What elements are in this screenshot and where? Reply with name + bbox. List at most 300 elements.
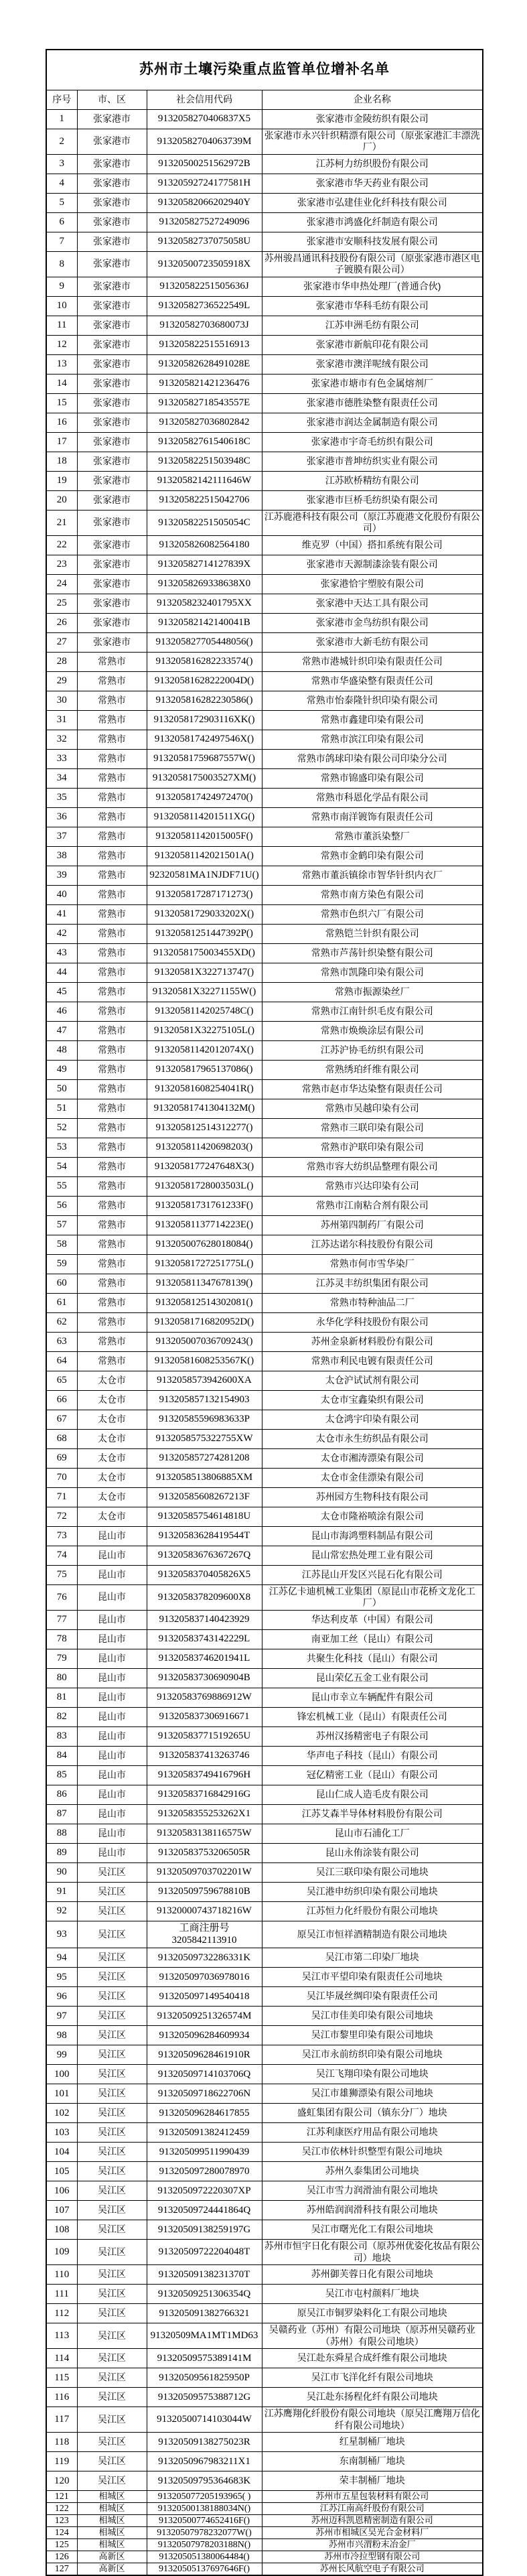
table-row <box>46 1332 483 1351</box>
table-row <box>46 2407 483 2433</box>
row-number-cell: 1 <box>46 109 77 129</box>
credit-code-cell: 9132058269338638X0 <box>147 574 262 594</box>
credit-code-cell: 91320509251326574M <box>147 2007 262 2026</box>
district-cell: 昆山市 <box>77 1843 147 1862</box>
district-cell: 常熟市 <box>77 904 147 924</box>
table-row <box>46 2304 483 2323</box>
district-cell: 张家港市 <box>77 374 147 393</box>
district-cell: 张家港市 <box>77 555 147 574</box>
row-number-cell: 79 <box>46 1649 77 1668</box>
row-number-cell: 7 <box>46 232 77 251</box>
district-cell: 常熟市 <box>77 710 147 730</box>
company-name-cell: 江苏恒力化纤股份有限公司地块 <box>262 1901 483 1921</box>
company-name-cell: 苏州御芙蓉日化有限公司地块 <box>262 2265 483 2285</box>
credit-code-cell: 91320509138259197G <box>147 2220 262 2240</box>
table-row <box>46 1746 483 1765</box>
credit-code-cell: 91320581759687557W() <box>147 749 262 768</box>
company-name-cell: 常熟市容大纺织品整理有限公司 <box>262 1157 483 1176</box>
company-name-cell: 江苏昆山开发区兴昆石化有限公司 <box>262 1565 483 1584</box>
district-cell: 太仓市 <box>77 1487 147 1507</box>
credit-code-cell: 91320581137714223E() <box>147 1215 262 1235</box>
credit-code-cell: 91320583771519265U <box>147 1726 262 1746</box>
table-row <box>46 943 483 963</box>
district-cell: 吴江区 <box>77 2123 147 2143</box>
district-cell: 常熟市 <box>77 885 147 904</box>
table-row <box>46 1002 483 1021</box>
title-row <box>46 50 483 90</box>
company-name-cell: 常熟市利民电镀有限责任公司 <box>262 1351 483 1371</box>
company-name-cell: 吴江飞翔印染有限公司地块 <box>262 2065 483 2084</box>
row-number-cell: 41 <box>46 904 77 924</box>
credit-code-cell: 91320500251562972B <box>147 154 262 174</box>
row-number-cell: 43 <box>46 943 77 963</box>
credit-code-cell: 9132050972220307XP <box>147 2181 262 2201</box>
district-cell: 常熟市 <box>77 1099 147 1118</box>
row-number-cell: 63 <box>46 1332 77 1351</box>
credit-code-cell: 91320509795364683K <box>147 2471 262 2491</box>
company-name-cell: 苏州骏昌通讯科技股份有限公司（原张家港市港区电子镀膜有限公司） <box>262 251 483 277</box>
row-number-cell: 82 <box>46 1707 77 1726</box>
row-number-cell: 12 <box>46 335 77 354</box>
company-name-cell: 昆山市石浦化工厂 <box>262 1824 483 1843</box>
table-row <box>46 2240 483 2265</box>
credit-code-cell: 91320581727251775L() <box>147 1254 262 1274</box>
credit-code-cell: 91320581729033202X() <box>147 904 262 924</box>
credit-code-cell: 91320500774652416F() <box>147 2515 262 2527</box>
row-number-cell: 49 <box>46 1060 77 1079</box>
company-name-cell: 张家港市润达金属制造有限公司 <box>262 413 483 432</box>
company-name-cell: 太仓市永生纺织品有限公司 <box>262 1429 483 1448</box>
table-row <box>46 1176 483 1196</box>
row-number-cell: 98 <box>46 2026 77 2045</box>
credit-code-cell: 91320581728003503L() <box>147 1176 262 1196</box>
table-row <box>46 1274 483 1293</box>
district-cell: 张家港市 <box>77 232 147 251</box>
district-cell: 吴江区 <box>77 2323 147 2349</box>
row-number-cell: 65 <box>46 1371 77 1390</box>
credit-code-cell: 91320592724177581H <box>147 174 262 193</box>
row-number-cell: 124 <box>46 2527 77 2539</box>
table-row <box>46 2527 483 2539</box>
district-cell: 张家港市 <box>77 296 147 316</box>
district-cell: 吴江区 <box>77 2084 147 2104</box>
company-name-cell: 常熟市鑫建印染有限公司 <box>262 710 483 730</box>
credit-code-cell: 91320582066202940Y <box>147 193 262 212</box>
district-cell: 高新区 <box>77 2551 147 2563</box>
district-cell: 吴江区 <box>77 2452 147 2471</box>
credit-code-cell: 91320509759678810B <box>147 1882 262 1901</box>
company-name-cell: 维克罗（中国）搭扣系统有限公司 <box>262 535 483 555</box>
district-cell: 吴江区 <box>77 1882 147 1901</box>
company-name-cell: 常熟市吴越印染有公司 <box>262 1099 483 1118</box>
header-credit-code: 社会信用代码 <box>147 90 262 109</box>
table-row <box>46 2503 483 2515</box>
table-row <box>46 1948 483 1968</box>
header-row-number: 序号 <box>46 90 77 109</box>
district-cell: 太仓市 <box>77 1468 147 1487</box>
table-row <box>46 1726 483 1746</box>
row-number-cell: 48 <box>46 1040 77 1060</box>
company-name-cell: 常熟市何市雪华染厂 <box>262 1254 483 1274</box>
table-row <box>46 730 483 749</box>
row-number-cell: 92 <box>46 1901 77 1921</box>
district-cell: 昆山市 <box>77 1824 147 1843</box>
company-name-cell: 江苏达诺尔科技股份有限公司 <box>262 1235 483 1254</box>
credit-code-cell: 913205096284609934 <box>147 2026 262 2045</box>
district-cell: 昆山市 <box>77 1746 147 1765</box>
company-name-cell: 江苏申洲毛纺有限公司 <box>262 316 483 335</box>
table-row <box>46 2007 483 2026</box>
row-number-cell: 31 <box>46 710 77 730</box>
credit-code-cell: 91320581628222004D() <box>147 671 262 691</box>
credit-code-cell: 9132058370405826X5 <box>147 1565 262 1584</box>
row-number-cell: 69 <box>46 1448 77 1468</box>
credit-code-cell: 9132058175003527XM() <box>147 768 262 788</box>
row-number-cell: 8 <box>46 251 77 277</box>
row-number-cell: 89 <box>46 1843 77 1862</box>
row-number-cell: 22 <box>46 535 77 555</box>
row-number-cell: 87 <box>46 1804 77 1824</box>
company-name-cell: 张家港市华科毛纺有限公司 <box>262 296 483 316</box>
row-number-cell: 74 <box>46 1546 77 1565</box>
district-cell: 昆山市 <box>77 1726 147 1746</box>
district-cell: 张家港市 <box>77 490 147 510</box>
table-row <box>46 1843 483 1862</box>
table-row <box>46 846 483 866</box>
table-row <box>46 2181 483 2201</box>
row-number-cell: 93 <box>46 1921 77 1948</box>
credit-code-cell: 913205837306916671 <box>147 1707 262 1726</box>
district-cell: 吴江区 <box>77 2220 147 2240</box>
credit-code-cell: 91320507978203188N() <box>147 2539 262 2551</box>
credit-code-cell: 9132058114201511XG() <box>147 807 262 827</box>
row-number-cell: 123 <box>46 2515 77 2527</box>
district-cell: 常熟市 <box>77 1040 147 1060</box>
company-name-cell: 原吴江市恒祥酒精制造有限公司地块 <box>262 1921 483 1948</box>
table-row <box>46 2265 483 2285</box>
district-cell: 昆山市 <box>77 1707 147 1726</box>
district-cell: 吴江区 <box>77 2265 147 2285</box>
district-cell: 常熟市 <box>77 1021 147 1040</box>
row-number-cell: 35 <box>46 788 77 807</box>
company-name-cell: 江苏江南高纤股份有限公司 <box>262 2503 483 2515</box>
company-name-cell: 常熟市金鹤印染有限公司 <box>262 846 483 866</box>
credit-code-cell: 913205811420698203() <box>147 1138 262 1157</box>
credit-code-cell: 913205816282230586() <box>147 691 262 710</box>
company-name-cell: 常熟市三联印染有限公司 <box>262 1118 483 1138</box>
district-cell: 吴江区 <box>77 2349 147 2368</box>
table-row <box>46 354 483 374</box>
row-number-cell: 59 <box>46 1254 77 1274</box>
company-name-cell: 张家港市华申热处理厂(普通合伙) <box>262 277 483 296</box>
district-cell: 太仓市 <box>77 1507 147 1526</box>
credit-code-cell: 913205837140423929 <box>147 1610 262 1629</box>
credit-code-cell: 9132058175003455XD() <box>147 943 262 963</box>
company-name-cell: 吴江市第二印染厂地块 <box>262 1948 483 1968</box>
table-row <box>46 1688 483 1707</box>
table-row <box>46 1118 483 1138</box>
company-name-cell: 吴江市佳美印染有限公司地块 <box>262 2007 483 2026</box>
table-row <box>46 2201 483 2220</box>
row-number-cell: 110 <box>46 2265 77 2285</box>
company-name-cell: 昆山市幸立车辆配件有限公司 <box>262 1688 483 1707</box>
table-row <box>46 2388 483 2407</box>
credit-code-cell: 9132058355253262X1 <box>147 1804 262 1824</box>
table-row <box>46 1649 483 1668</box>
company-name-cell: 张家港市塘市有色金属熔剂厂 <box>262 374 483 393</box>
table-row <box>46 1546 483 1565</box>
table-row <box>46 1487 483 1507</box>
row-number-cell: 120 <box>46 2471 77 2491</box>
credit-code-cell: 91320581741304132M() <box>147 1099 262 1118</box>
table-row <box>46 1804 483 1824</box>
credit-code-cell: 91320500723505918X <box>147 251 262 277</box>
company-name-cell: 太仓沪试试剂有限公司 <box>262 1371 483 1390</box>
credit-code-cell: 9132058270406837X5 <box>147 109 262 129</box>
table-row <box>46 193 483 212</box>
district-cell: 常熟市 <box>77 1274 147 1293</box>
table-row <box>46 710 483 730</box>
row-number-cell: 68 <box>46 1429 77 1448</box>
row-number-cell: 3 <box>46 154 77 174</box>
district-cell: 常熟市 <box>77 846 147 866</box>
district-cell: 吴江区 <box>77 2304 147 2323</box>
company-name-cell: 常熟市怡泰隆针织印染有限公司 <box>262 691 483 710</box>
row-number-cell: 84 <box>46 1746 77 1765</box>
table-row <box>46 2104 483 2123</box>
credit-code-cell: 913205091382766321 <box>147 2304 262 2323</box>
company-name-cell: 华声电子科技（昆山）有限公司 <box>262 1746 483 1765</box>
row-number-cell: 55 <box>46 1176 77 1196</box>
table-body <box>46 109 483 2575</box>
district-cell: 吴江区 <box>77 2065 147 2084</box>
row-number-cell: 76 <box>46 1584 77 1610</box>
table-row <box>46 866 483 885</box>
credit-code-cell: 913205007036709243() <box>147 1332 262 1351</box>
company-name-cell: 吴江市曙光化工有限公司地块 <box>262 2220 483 2240</box>
table-row <box>46 1610 483 1629</box>
credit-code-cell: 913205097280078970 <box>147 2162 262 2181</box>
company-name-cell: 江苏艾森半导体材料股份有限公司 <box>262 1804 483 1824</box>
row-number-cell: 112 <box>46 2304 77 2323</box>
table-row <box>46 2433 483 2452</box>
credit-code-cell: 9132058513806885XM <box>147 1468 262 1487</box>
row-number-cell: 94 <box>46 1948 77 1968</box>
row-number-cell: 108 <box>46 2220 77 2240</box>
table-row <box>46 174 483 193</box>
table-row <box>46 1526 483 1546</box>
row-number-cell: 103 <box>46 2123 77 2143</box>
company-name-cell: 荣丰制桶厂地块 <box>262 2471 483 2491</box>
district-cell: 吴江区 <box>77 2104 147 2123</box>
table-row <box>46 413 483 432</box>
district-cell: 吴江区 <box>77 2407 147 2433</box>
row-number-cell: 122 <box>46 2503 77 2515</box>
row-number-cell: 86 <box>46 1785 77 1804</box>
row-number-cell: 56 <box>46 1196 77 1215</box>
credit-code-cell: 9132058575322755XW <box>147 1429 262 1448</box>
credit-code-cell: 9132058177247648X3() <box>147 1157 262 1176</box>
company-name-cell: 吴江赴东舜星合成纤维有限公司地块 <box>262 2349 483 2368</box>
company-name-cell: 常熟市赵市华达染整有限责任公司 <box>262 1079 483 1099</box>
credit-code-cell: 91320582761540618C <box>147 432 262 452</box>
district-cell: 昆山市 <box>77 1765 147 1785</box>
credit-code-cell: 91320582718543557E <box>147 393 262 413</box>
credit-code-cell: 91320583628419544T <box>147 1526 262 1546</box>
table-row <box>46 1968 483 1987</box>
table-row <box>46 374 483 393</box>
district-cell: 常熟市 <box>77 943 147 963</box>
district-cell: 昆山市 <box>77 1546 147 1565</box>
company-name-cell: 永华化学科技股份有限公司 <box>262 1312 483 1332</box>
district-cell: 吴江区 <box>77 1862 147 1882</box>
table-row <box>46 335 483 354</box>
credit-code-cell: 91320582628491028E <box>147 354 262 374</box>
company-name-cell: 吴江市永前纺织印染有限公司地块 <box>262 2045 483 2065</box>
row-number-cell: 25 <box>46 594 77 613</box>
credit-code-cell: 91320509575389141M <box>147 2349 262 2368</box>
table-row <box>46 1565 483 1584</box>
credit-code-cell: 9132058232401795XX <box>147 594 262 613</box>
credit-code-cell: 91320581608254041R() <box>147 1079 262 1099</box>
credit-code-cell: 913205091382412459 <box>147 2123 262 2143</box>
table-row <box>46 1099 483 1118</box>
credit-code-cell: 91320583769886912W <box>147 1688 262 1707</box>
company-name-cell: 江苏利康医疗用品有限公司地块 <box>262 2123 483 2143</box>
district-cell: 昆山市 <box>77 1610 147 1629</box>
company-name-cell: 常熟市科恩化学品有限公司 <box>262 788 483 807</box>
district-cell: 高新区 <box>77 2563 147 2575</box>
row-number-cell: 4 <box>46 174 77 193</box>
table-row <box>46 1157 483 1176</box>
district-cell: 吴江区 <box>77 2181 147 2201</box>
table-row <box>46 2471 483 2491</box>
district-cell: 吴江区 <box>77 2201 147 2220</box>
company-name-cell: 常熟市港城针织印染有限责任公司 <box>262 652 483 671</box>
credit-code-cell: 913205811347678139() <box>147 1274 262 1293</box>
row-number-cell: 71 <box>46 1487 77 1507</box>
district-cell: 张家港市 <box>77 413 147 432</box>
company-name-cell: 常熟市特种油品二厂 <box>262 1293 483 1312</box>
company-name-cell: 昆山荣亿五金工业有限公司 <box>262 1668 483 1688</box>
credit-code-cell: 91320582704063739M <box>147 129 262 154</box>
credit-code-cell: 91320583753206505R <box>147 1843 262 1862</box>
district-cell: 昆山市 <box>77 1785 147 1804</box>
district-cell: 常熟市 <box>77 982 147 1002</box>
company-name-cell: 太仓市湘涛漂染有限公司 <box>262 1448 483 1468</box>
credit-code-cell: 913205812514312277() <box>147 1118 262 1138</box>
row-number-cell: 106 <box>46 2181 77 2201</box>
district-cell: 常熟市 <box>77 749 147 768</box>
row-number-cell: 51 <box>46 1099 77 1118</box>
credit-code-cell: 91320582251505636J <box>147 277 262 296</box>
row-number-cell: 23 <box>46 555 77 574</box>
company-name-cell: 吴江市黎里印染有限公司地块 <box>262 2026 483 2045</box>
district-cell: 吴江区 <box>77 2388 147 2407</box>
credit-code-cell: 91320582736522549L <box>147 296 262 316</box>
row-number-cell: 100 <box>46 2065 77 2084</box>
company-name-cell: 张家港市金鸟纺织有限公司 <box>262 613 483 632</box>
header-district: 市、区 <box>77 90 147 109</box>
table-row <box>46 691 483 710</box>
company-name-cell: 江苏欧桥精纺有限公司 <box>262 471 483 490</box>
company-name-cell: 昆山市海鸿塑料制品有限公司 <box>262 1526 483 1546</box>
credit-code-cell: 913205827527249096 <box>147 212 262 232</box>
company-name-cell: 吴赣药业（苏州）有限公司地块（原苏州吴赣药业（苏州）有限公司地块） <box>262 2323 483 2349</box>
row-number-cell: 121 <box>46 2491 77 2503</box>
row-number-cell: 45 <box>46 982 77 1002</box>
row-number-cell: 118 <box>46 2433 77 2452</box>
table-row <box>46 2349 483 2368</box>
credit-code-cell: 913205077205193965( ) <box>147 2491 262 2503</box>
table-row <box>46 1235 483 1254</box>
district-cell: 太仓市 <box>77 1448 147 1468</box>
row-number-cell: 39 <box>46 866 77 885</box>
table-row <box>46 1668 483 1688</box>
credit-code-cell: 913205827705448056() <box>147 632 262 652</box>
company-name-cell: 张家港市普坤纺织实业有限公司 <box>262 452 483 471</box>
district-cell: 张家港市 <box>77 212 147 232</box>
company-name-cell: 常熟市鸽球印染有限公司印染分公司 <box>262 749 483 768</box>
row-number-cell: 60 <box>46 1274 77 1293</box>
company-name-cell: 南亚加工丝（昆山）有限公司 <box>262 1629 483 1649</box>
table-row <box>46 788 483 807</box>
credit-code-cell: 9132058172903116XK() <box>147 710 262 730</box>
row-number-cell: 61 <box>46 1293 77 1312</box>
district-cell: 张家港市 <box>77 613 147 632</box>
credit-code-cell: 92320581MA1NJDF71U() <box>147 866 262 885</box>
table-row <box>46 393 483 413</box>
company-name-cell: 常熟市焕焕涂层有限公司 <box>262 1021 483 1040</box>
district-cell: 常熟市 <box>77 807 147 827</box>
company-name-cell: 吴江市平望印染有限责任公司地块 <box>262 1968 483 1987</box>
company-name-cell: 张家港市德胜染整有限责任公司 <box>262 393 483 413</box>
row-number-cell: 11 <box>46 316 77 335</box>
table-row <box>46 471 483 490</box>
table-row <box>46 212 483 232</box>
company-name-cell: 张家港市安顺科技发展有限公司 <box>262 232 483 251</box>
table-row <box>46 1987 483 2007</box>
company-name-cell: 张家港市新航印花有限公司 <box>262 335 483 354</box>
company-name-cell: 张家港市弘建佳业化纤科技有限公司 <box>262 193 483 212</box>
credit-code-cell: 913205822515042706 <box>147 490 262 510</box>
company-name-cell: 常熟市南洋镀饰有限责任公司 <box>262 807 483 827</box>
company-name-cell: 吴江三联印染有限公司地块 <box>262 1862 483 1882</box>
credit-code-cell: 913205096284617855 <box>147 2104 262 2123</box>
district-cell: 张家港市 <box>77 393 147 413</box>
credit-code-cell: 91320509138275023R <box>147 2433 262 2452</box>
row-number-cell: 119 <box>46 2452 77 2471</box>
credit-code-cell: 913205099511990439 <box>147 2143 262 2162</box>
company-name-cell: 太仓市金佳漂染有限公司 <box>262 1468 483 1487</box>
district-cell: 张家港市 <box>77 277 147 296</box>
district-cell: 昆山市 <box>77 1526 147 1546</box>
credit-code-cell: 91320585596983633P <box>147 1410 262 1429</box>
table-row <box>46 594 483 613</box>
company-name-cell: 常熟市锦盛印染有限公司 <box>262 768 483 788</box>
row-number-cell: 24 <box>46 574 77 594</box>
company-name-cell: 吴江市屯村颜料厂地块 <box>262 2285 483 2304</box>
district-cell: 太仓市 <box>77 1410 147 1429</box>
company-name-cell: 苏州园方生物科技有限公司 <box>262 1487 483 1507</box>
company-name-cell: 常熟市滨江印染有限公司 <box>262 730 483 749</box>
row-number-cell: 58 <box>46 1235 77 1254</box>
credit-code-cell: 91320582251503948C <box>147 452 262 471</box>
district-cell: 吴江区 <box>77 2433 147 2452</box>
credit-code-cell: 91320583746201941L <box>147 1649 262 1668</box>
district-cell: 吴江区 <box>77 1921 147 1948</box>
credit-code-cell: 913205821421236476 <box>147 374 262 393</box>
